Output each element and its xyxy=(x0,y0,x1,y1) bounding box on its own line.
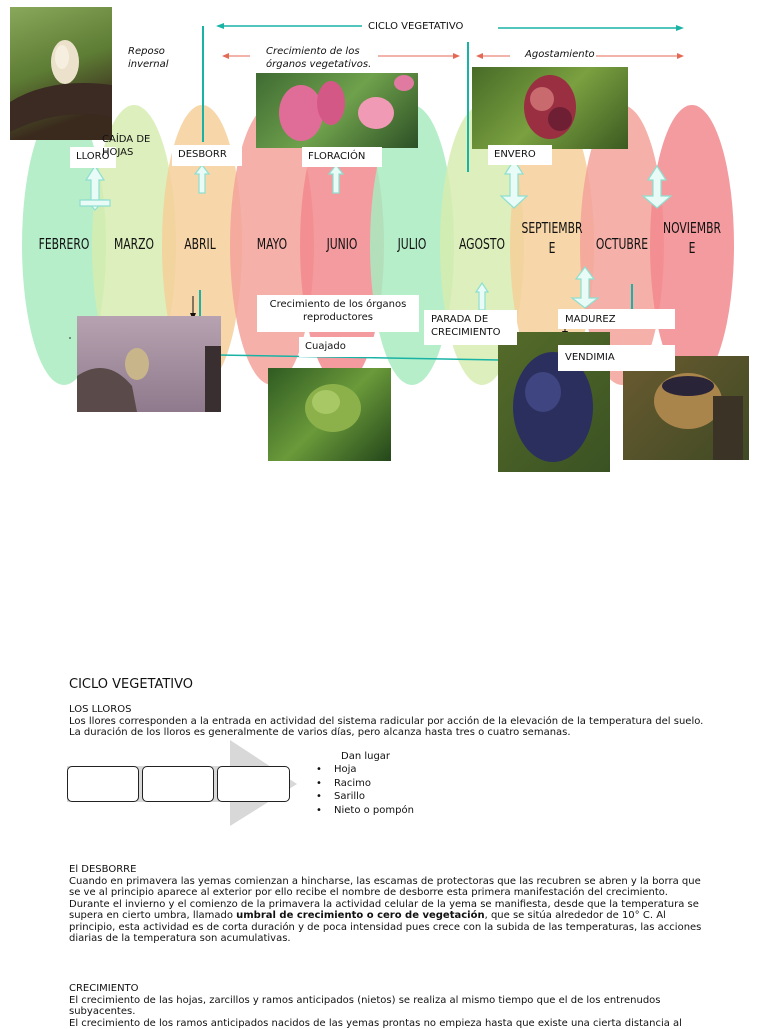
label-crecimiento-reproductores: Crecimiento de los órganos reproductores xyxy=(257,295,419,332)
label-caida-hojas: CAÍDA DE HOJAS xyxy=(96,130,168,167)
process-box-3 xyxy=(217,766,290,802)
photo-bud-winter xyxy=(10,7,112,140)
agostamiento-label: Agostamiento xyxy=(525,48,595,61)
p2-bold: umbral de crecimiento o cero de vegetación xyxy=(236,910,484,921)
month-label-abril: ABRIL xyxy=(170,234,230,254)
month-label-agosto: AGOSTO xyxy=(452,234,512,254)
section-crecimiento xyxy=(69,983,709,1029)
month-label-julio: JULIO xyxy=(382,234,442,254)
month-label-marzo: MARZO xyxy=(104,234,164,254)
section-desborre xyxy=(69,864,709,945)
section-lloros-body: Los llores corresponden a la entrada en actividad del sistema radicular por acción de la elevación de la temperatura del suelo. La duración de los lloros es generalmente de varios días, pero alcanza hasta tres o cuatro semanas. xyxy=(69,716,709,739)
photo-fruit-set xyxy=(268,368,391,461)
section-lloros-title: LOS LLOROS xyxy=(69,704,709,716)
label-vendimia: VENDIMIA xyxy=(558,345,675,371)
list-item: • Hoja xyxy=(316,763,414,777)
dan-lugar-list xyxy=(316,763,414,817)
label-cuajado: Cuajado xyxy=(299,337,375,357)
month-label-mayo: MAYO xyxy=(242,234,302,254)
label-lloro: LLORO xyxy=(70,147,116,168)
month-label-noviembre: NOVIEMBR E xyxy=(660,218,723,258)
section-lloros xyxy=(69,704,709,739)
photo-envero-grapes xyxy=(472,67,628,149)
month-label-febrero: FEBRERO xyxy=(34,234,94,254)
month-label-junio: JUNIO xyxy=(312,234,372,254)
process-box-2 xyxy=(142,766,214,802)
section-desborre-p2 xyxy=(69,899,709,945)
dan-lugar-label: Dan lugar xyxy=(341,751,390,762)
reposo-invernal-label: Reposo invernal xyxy=(128,45,169,71)
list-item: • Racimo xyxy=(316,777,414,791)
crecimiento-vegetativo-label: Crecimiento de los órganos vegetativos. xyxy=(266,45,371,71)
photo-flowers xyxy=(256,73,418,148)
section-desborre-title: El DESBORRE xyxy=(69,864,709,876)
section-crecimiento-title: CRECIMIENTO xyxy=(69,983,709,995)
photo-budbreak xyxy=(77,316,221,412)
process-box-1 xyxy=(67,766,139,802)
label-parada-crecimiento: PARADA DE CRECIMIENTO xyxy=(424,310,517,345)
section-desborre-p1: Cuando en primavera las yemas comienzan a hincharse, las escamas de protectoras que las recubren se abren y la borra que se ve al principio aparece al exterior por ello recibe el nombre de desborre esta primera manifestación del crecimiento. xyxy=(69,876,709,899)
list-item: • Sarillo xyxy=(316,790,414,804)
month-label-septiembre: SEPTIEMBR E xyxy=(520,218,583,258)
doc-heading: CICLO VEGETATIVO xyxy=(69,677,193,692)
label-floracion: FLORACIÓN xyxy=(302,147,382,167)
label-madurez: MADUREZ xyxy=(558,309,675,329)
list-item: • Nieto o pompón xyxy=(316,804,414,818)
ciclo-vegetativo-title: CICLO VEGETATIVO xyxy=(368,20,463,33)
label-envero: ENVERO xyxy=(488,145,552,165)
cycle-diagram xyxy=(0,0,768,480)
label-desborre: DESBORR xyxy=(172,145,242,166)
p2-start: Durante el invierno y el comienzo de la primavera la actividad celular de la yema se manifiesta, desde que la temperatura se supera en cierto umbra, llamado xyxy=(69,899,699,922)
section-crecimiento-body2: El crecimiento de los ramos anticipados nacidos de las yemas prontas no empieza hasta que existe una cierta distancia al xyxy=(69,1018,709,1029)
photo-harvest xyxy=(623,356,749,460)
p2-end: , que se sitúa alrededor de 10° C. Al principio, esta actividad es de corta duración y de poca intensidad pues crece con la subida de las temperaturas, las acciones diarias de la temperatura son acumulativas. xyxy=(69,910,701,944)
section-crecimiento-body: El crecimiento de las hojas, zarcillos y ramos anticipados (nietos) se realiza al mismo tiempo que el de los entrenudos subyacentes. xyxy=(69,995,709,1018)
month-label-octubre: OCTUBRE xyxy=(590,234,653,254)
